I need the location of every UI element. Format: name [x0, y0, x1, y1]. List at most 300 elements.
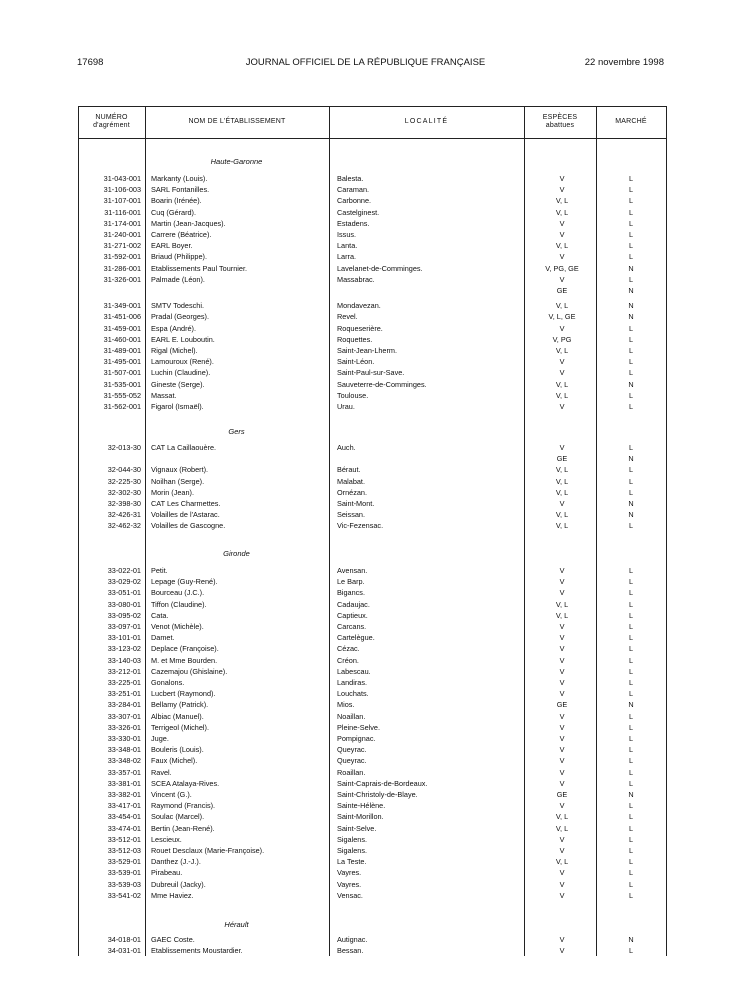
numero-cell: 33-539-03	[107, 879, 141, 889]
marche-cell: N	[628, 454, 634, 464]
nom-cell: Morin (Jean).	[151, 487, 194, 497]
especes-cell: V	[559, 834, 565, 844]
nom-cell: Lepage (Guy-René).	[151, 577, 218, 587]
nom-cell: Etablissements Moustardier.	[151, 946, 243, 956]
especes-cell: GE	[556, 790, 568, 799]
table-row	[78, 229, 666, 240]
section-heading: Hérault	[224, 920, 249, 929]
especes-cell: V, L	[555, 346, 569, 355]
numero-cell: 31-286-001	[103, 263, 141, 273]
nom-cell: SMTV Todeschi.	[151, 301, 204, 311]
table-row	[78, 487, 666, 498]
marche-cell: L	[628, 577, 634, 587]
localite-cell: Caraman.	[337, 185, 370, 195]
marche-cell: L	[628, 323, 634, 333]
localite-cell: Saint-Mont.	[337, 499, 375, 508]
numero-cell: 33-212-01	[107, 666, 141, 676]
localite-cell: Roaillan.	[337, 767, 366, 777]
table-row	[78, 263, 666, 274]
marche-cell: L	[628, 610, 634, 620]
numero-cell: 31-495-001	[103, 357, 141, 367]
localite-cell: Béraut.	[337, 465, 361, 475]
especes-cell: V, L	[555, 823, 569, 833]
nom-cell: Briaud (Philippe).	[151, 252, 207, 262]
especes-cell: V	[559, 745, 565, 755]
marche-cell: L	[628, 857, 634, 867]
nom-cell: Luchin (Claudine).	[151, 368, 211, 378]
especes-cell: V, L	[555, 379, 569, 389]
numero-cell: 34-031-01	[107, 946, 141, 956]
especes-cell: V, L	[555, 465, 569, 475]
numero-cell: 33-512-01	[107, 834, 141, 844]
numero-cell: 33-251-01	[107, 689, 141, 699]
column-header-numero	[78, 106, 145, 138]
nom-cell: Espa (André).	[151, 323, 197, 333]
marche-cell: L	[628, 644, 634, 654]
nom-cell: Cazemajou (Ghislaine).	[151, 666, 228, 676]
especes-cell: V	[559, 443, 565, 452]
marche-cell: L	[628, 218, 634, 228]
table-row	[78, 867, 666, 878]
nom-cell: GAEC Coste.	[151, 935, 195, 944]
numero-cell: 33-123-02	[107, 644, 141, 654]
nom-cell: Albiac (Manuel).	[151, 711, 204, 721]
especes-cell: V, L	[555, 390, 569, 400]
marche-cell: L	[628, 174, 634, 183]
numero-cell: 31-106-003	[103, 185, 141, 195]
especes-cell: V	[559, 274, 565, 284]
localite-cell: Queyrac.	[337, 745, 367, 755]
journal-title: JOURNAL OFFICIEL DE LA RÉPUBLIQUE FRANÇAISE	[245, 57, 486, 68]
especes-cell: V	[559, 689, 565, 699]
nom-cell: Lescieux.	[151, 834, 182, 844]
nom-cell: Juge.	[151, 734, 169, 743]
especes-cell: V	[559, 174, 565, 183]
marche-cell: L	[628, 823, 634, 833]
localite-cell: Sigalens.	[337, 834, 368, 844]
nom-cell: SARL Fontanilles.	[151, 185, 210, 195]
nom-cell: Martin (Jean-Jacques).	[151, 218, 226, 228]
localite-cell: Revel.	[337, 312, 358, 322]
column-divider	[666, 106, 667, 956]
especes-cell: GE	[556, 454, 568, 464]
especes-cell: V	[559, 756, 565, 766]
nom-cell: Tiffon (Claudine).	[151, 599, 207, 609]
numero-cell: 33-140-03	[107, 655, 141, 665]
marche-cell: L	[628, 678, 634, 687]
marche-cell: L	[628, 745, 634, 755]
table-row	[78, 632, 666, 643]
especes-cell: V	[559, 711, 565, 721]
table-row	[78, 285, 666, 296]
localite-cell: Estadens.	[337, 218, 370, 228]
especes-cell: GE	[556, 286, 568, 295]
numero-cell: 31-489-001	[103, 346, 141, 355]
marche-cell: N	[628, 499, 634, 508]
especes-cell: V	[559, 230, 565, 239]
especes-cell: V	[559, 868, 565, 878]
especes-cell: V	[559, 577, 565, 587]
localite-cell: Captieux.	[337, 610, 368, 620]
numero-cell: 33-474-01	[107, 823, 141, 833]
marche-cell: L	[628, 334, 634, 344]
marche-cell: L	[628, 185, 634, 195]
nom-cell: Bertin (Jean-René).	[151, 823, 215, 833]
table-row	[78, 184, 666, 195]
marche-cell: N	[628, 312, 634, 322]
marche-cell: L	[628, 521, 634, 531]
marche-cell: L	[628, 390, 634, 400]
publication-date: 22 novembre 1998	[584, 57, 664, 68]
marche-cell: L	[628, 946, 634, 956]
marche-cell: L	[628, 890, 634, 900]
numero-cell: 31-043-001	[103, 174, 141, 183]
table-row	[78, 356, 666, 367]
numero-cell: 33-529-01	[107, 857, 141, 867]
column-header-localite	[329, 106, 524, 138]
column-header-nom	[145, 106, 329, 138]
localite-cell: Malabat.	[337, 476, 365, 486]
column-header-especes-line1: ESPÈCES	[542, 114, 578, 121]
nom-cell: Danthez (J.-J.).	[151, 857, 201, 867]
marche-cell: L	[628, 689, 634, 699]
numero-cell: 33-326-01	[107, 722, 141, 732]
marche-cell: L	[628, 868, 634, 878]
nom-cell: Bourceau (J.C.).	[151, 588, 205, 598]
numero-cell: 31-107-001	[103, 196, 141, 206]
numero-cell: 32-225-30	[107, 476, 141, 486]
nom-cell: SCEA Atalaya-Rives.	[151, 778, 220, 788]
numero-cell: 33-541-02	[107, 890, 141, 900]
marche-cell: L	[628, 252, 634, 262]
nom-cell: Cuq (Gérard).	[151, 207, 197, 217]
page-number: 17698	[77, 57, 104, 68]
localite-cell: Cézac.	[337, 644, 360, 654]
localite-cell: Louchats.	[337, 689, 369, 699]
localite-cell: Urau.	[337, 402, 355, 411]
marche-cell: L	[628, 443, 634, 452]
marche-cell: N	[628, 286, 634, 295]
table-row	[78, 390, 666, 401]
marche-cell: L	[628, 711, 634, 721]
numero-cell: 33-381-01	[107, 778, 141, 788]
table-row	[78, 823, 666, 834]
numero-cell: 31-592-001	[103, 252, 141, 262]
nom-cell: EARL E. Louboutin.	[151, 334, 215, 344]
especes-cell: V	[559, 588, 565, 598]
table-row	[78, 677, 666, 688]
marche-cell: L	[628, 846, 634, 855]
especes-cell: V	[559, 499, 565, 508]
table-row	[78, 688, 666, 699]
nom-cell: Venot (Michèle).	[151, 622, 204, 631]
especes-cell: V, L	[555, 476, 569, 486]
table-row	[78, 251, 666, 262]
table-row	[78, 453, 666, 464]
table-row	[78, 240, 666, 251]
localite-cell: Saint-Morillon.	[337, 812, 384, 822]
numero-cell: 31-459-001	[103, 323, 141, 333]
nom-cell: Cata.	[151, 610, 169, 620]
marche-cell: L	[628, 241, 634, 251]
nom-cell: CAT La Caillaouère.	[151, 443, 217, 452]
localite-cell: Roquettes.	[337, 334, 373, 344]
localite-cell: Mondavezan.	[337, 301, 381, 311]
especes-cell: V	[559, 666, 565, 676]
localite-cell: Sauveterre-de-Comminges.	[337, 379, 427, 389]
marche-cell: L	[628, 767, 634, 777]
marche-cell: L	[628, 566, 634, 575]
especes-cell: V	[559, 846, 565, 855]
localite-cell: Avensan.	[337, 566, 368, 575]
numero-cell: 31-174-001	[103, 218, 141, 228]
nom-cell: M. et Mme Bourden.	[151, 655, 218, 665]
marche-cell: N	[628, 301, 634, 311]
localite-cell: Saint-Jean-Lherm.	[337, 346, 398, 355]
numero-cell: 32-426-31	[107, 510, 141, 520]
column-header-numero-line2: d'agrément	[93, 122, 130, 129]
especes-cell: V	[559, 252, 565, 262]
marche-cell: L	[628, 756, 634, 766]
table-row	[78, 699, 666, 710]
table-row	[78, 945, 666, 956]
table-row	[78, 890, 666, 901]
marche-cell: N	[628, 263, 634, 273]
nom-cell: Soulac (Marcel).	[151, 812, 205, 822]
nom-cell: Terrigeol (Michel).	[151, 722, 209, 732]
localite-cell: Bessan.	[337, 946, 364, 956]
numero-cell: 33-051-01	[107, 588, 141, 598]
table-row	[78, 401, 666, 412]
localite-cell: Lavelanet-de-Comminges.	[337, 263, 423, 273]
table-row	[78, 498, 666, 509]
table-row	[78, 856, 666, 867]
column-header-nom-label: NOM DE L'ÉTABLISSEMENT	[188, 118, 286, 125]
numero-cell: 32-302-30	[107, 487, 141, 497]
especes-cell: V	[559, 644, 565, 654]
especes-cell: V, L	[555, 857, 569, 867]
table-row	[78, 587, 666, 598]
nom-cell: Pirabeau.	[151, 868, 183, 878]
marche-cell: L	[628, 778, 634, 788]
nom-cell: Noilhan (Serge).	[151, 476, 205, 486]
especes-cell: V, L	[555, 196, 569, 206]
especes-cell: V	[559, 935, 565, 944]
localite-cell: Landiras.	[337, 678, 368, 687]
numero-cell: 33-454-01	[107, 812, 141, 822]
especes-cell: V, L	[555, 487, 569, 497]
table-row	[78, 218, 666, 229]
nom-cell: Bellamy (Patrick).	[151, 700, 209, 710]
localite-cell: Vayres.	[337, 868, 362, 878]
especes-cell: V	[559, 357, 565, 367]
numero-cell: 33-284-01	[107, 700, 141, 710]
numero-cell: 33-095-02	[107, 610, 141, 620]
marche-cell: L	[628, 487, 634, 497]
table-row	[78, 767, 666, 778]
localite-cell: Labescau.	[337, 666, 371, 676]
localite-cell: Saint-Paul-sur-Save.	[337, 368, 405, 378]
nom-cell: Lucbert (Raymond).	[151, 689, 216, 699]
table-row	[78, 367, 666, 378]
localite-cell: Toulouse.	[337, 390, 369, 400]
marche-cell: L	[628, 588, 634, 598]
table-row	[78, 274, 666, 285]
table-row	[78, 565, 666, 576]
table-row	[78, 599, 666, 610]
especes-cell: V	[559, 402, 565, 411]
localite-cell: Pompignac.	[337, 734, 376, 743]
table-row	[78, 655, 666, 666]
table-row	[78, 722, 666, 733]
marche-cell: N	[628, 790, 634, 799]
localite-cell: Ornézan.	[337, 487, 368, 497]
nom-cell: Gonalons.	[151, 678, 185, 687]
nom-cell: Rigal (Michel).	[151, 346, 198, 355]
numero-cell: 31-326-001	[103, 274, 141, 284]
nom-cell: Vignaux (Robert).	[151, 465, 209, 475]
localite-cell: Cartelègue.	[337, 633, 375, 643]
table-row	[78, 173, 666, 184]
localite-cell: Saint-Christoly-de-Blaye.	[337, 790, 418, 799]
marche-cell: L	[628, 230, 634, 239]
localite-cell: Mios.	[337, 700, 355, 710]
numero-cell: 32-398-30	[107, 499, 141, 508]
marche-cell: L	[628, 465, 634, 475]
numero-cell: 31-451-006	[103, 312, 141, 322]
numero-cell: 33-417-01	[107, 801, 141, 811]
nom-cell: Petit.	[151, 566, 168, 575]
section-heading: Gers	[228, 427, 245, 436]
especes-cell: V, L	[555, 510, 569, 520]
establishments-table	[78, 106, 666, 956]
marche-cell: L	[628, 207, 634, 217]
especes-cell: V, L	[555, 599, 569, 609]
localite-cell: Saint-Caprais-de-Bordeaux.	[337, 778, 428, 788]
marche-cell: L	[628, 812, 634, 822]
especes-cell: V	[559, 722, 565, 732]
numero-cell: 33-080-01	[107, 599, 141, 609]
marche-cell: L	[628, 368, 634, 378]
especes-cell: V	[559, 778, 565, 788]
especes-cell: V	[559, 633, 565, 643]
numero-cell: 33-348-01	[107, 745, 141, 755]
numero-cell: 31-535-001	[103, 379, 141, 389]
especes-cell: V	[559, 767, 565, 777]
localite-cell: Saint-Selve.	[337, 823, 377, 833]
nom-cell: Palmade (Léon).	[151, 274, 205, 284]
table-row	[78, 442, 666, 453]
localite-cell: Pleine-Selve.	[337, 722, 380, 732]
table-row	[78, 666, 666, 677]
nom-cell: Massat.	[151, 390, 177, 400]
localite-cell: Lanta.	[337, 241, 358, 251]
nom-cell: Gineste (Serge).	[151, 379, 205, 389]
nom-cell: Ravel.	[151, 767, 172, 777]
localite-cell: Cadaujac.	[337, 599, 370, 609]
especes-cell: V, PG, GE	[545, 263, 579, 273]
table-header-rule	[78, 138, 666, 139]
numero-cell: 32-013-30	[107, 443, 141, 452]
table-row	[78, 464, 666, 475]
numero-cell: 31-555-052	[103, 390, 141, 400]
especes-cell: V	[559, 368, 565, 378]
numero-cell: 33-307-01	[107, 711, 141, 721]
especes-cell: V, L	[555, 610, 569, 620]
numero-cell: 33-512-03	[107, 846, 141, 855]
especes-cell: V	[559, 734, 565, 743]
marche-cell: L	[628, 402, 634, 411]
table-row	[78, 207, 666, 218]
numero-cell: 33-029-02	[107, 577, 141, 587]
localite-cell: Vic-Fezensac.	[337, 521, 384, 531]
nom-cell: Volailles de l'Astarac.	[151, 510, 220, 520]
table-row	[78, 476, 666, 487]
table-row	[78, 789, 666, 800]
nom-cell: Vincent (G.).	[151, 790, 192, 799]
nom-cell: CAT Les Charmettes.	[151, 499, 221, 508]
localite-cell: Issus.	[337, 230, 357, 239]
marche-cell: L	[628, 879, 634, 889]
localite-cell: Roqueserière.	[337, 323, 383, 333]
marche-cell: N	[628, 700, 634, 710]
marche-cell: L	[628, 196, 634, 206]
localite-cell: Autignac.	[337, 935, 368, 944]
marche-cell: L	[628, 274, 634, 284]
localite-cell: Auch.	[337, 443, 356, 452]
marche-cell: L	[628, 734, 634, 743]
numero-cell: 31-240-001	[103, 230, 141, 239]
nom-cell: Etablissements Paul Tournier.	[151, 263, 247, 273]
marche-cell: L	[628, 633, 634, 643]
especes-cell: V	[559, 678, 565, 687]
localite-cell: Vensac.	[337, 890, 363, 900]
table-row	[78, 334, 666, 345]
localite-cell: Sigalens.	[337, 846, 368, 855]
especes-cell: V, L	[555, 301, 569, 311]
localite-cell: Castelginest.	[337, 207, 380, 217]
nom-cell: Bouleris (Louis).	[151, 745, 204, 755]
marche-cell: L	[628, 722, 634, 732]
column-header-numero-line1: NUMÉRO	[95, 114, 128, 121]
table-row	[78, 834, 666, 845]
table-row	[78, 733, 666, 744]
table-row	[78, 755, 666, 766]
column-header-localite-label: LOCALITÉ	[404, 118, 449, 125]
table-row	[78, 576, 666, 587]
table-row	[78, 800, 666, 811]
table-row	[78, 379, 666, 390]
table-row	[78, 621, 666, 632]
table-row	[78, 879, 666, 890]
nom-cell: Carrere (Béatrice).	[151, 230, 212, 239]
marche-cell: N	[628, 379, 634, 389]
nom-cell: Figarol (Ismaël).	[151, 402, 204, 411]
marche-cell: N	[628, 935, 634, 944]
especes-cell: V	[559, 879, 565, 889]
nom-cell: Raymond (Francis).	[151, 801, 216, 811]
marche-cell: L	[628, 599, 634, 609]
localite-cell: Massabrac.	[337, 274, 375, 284]
numero-cell: 31-507-001	[103, 368, 141, 378]
especes-cell: V, L	[555, 521, 569, 531]
table-row	[78, 934, 666, 945]
numero-cell: 31-349-001	[103, 301, 141, 311]
table-row	[78, 509, 666, 520]
localite-cell: Queyrac.	[337, 756, 367, 766]
marche-cell: L	[628, 357, 634, 367]
marche-cell: L	[628, 622, 634, 631]
